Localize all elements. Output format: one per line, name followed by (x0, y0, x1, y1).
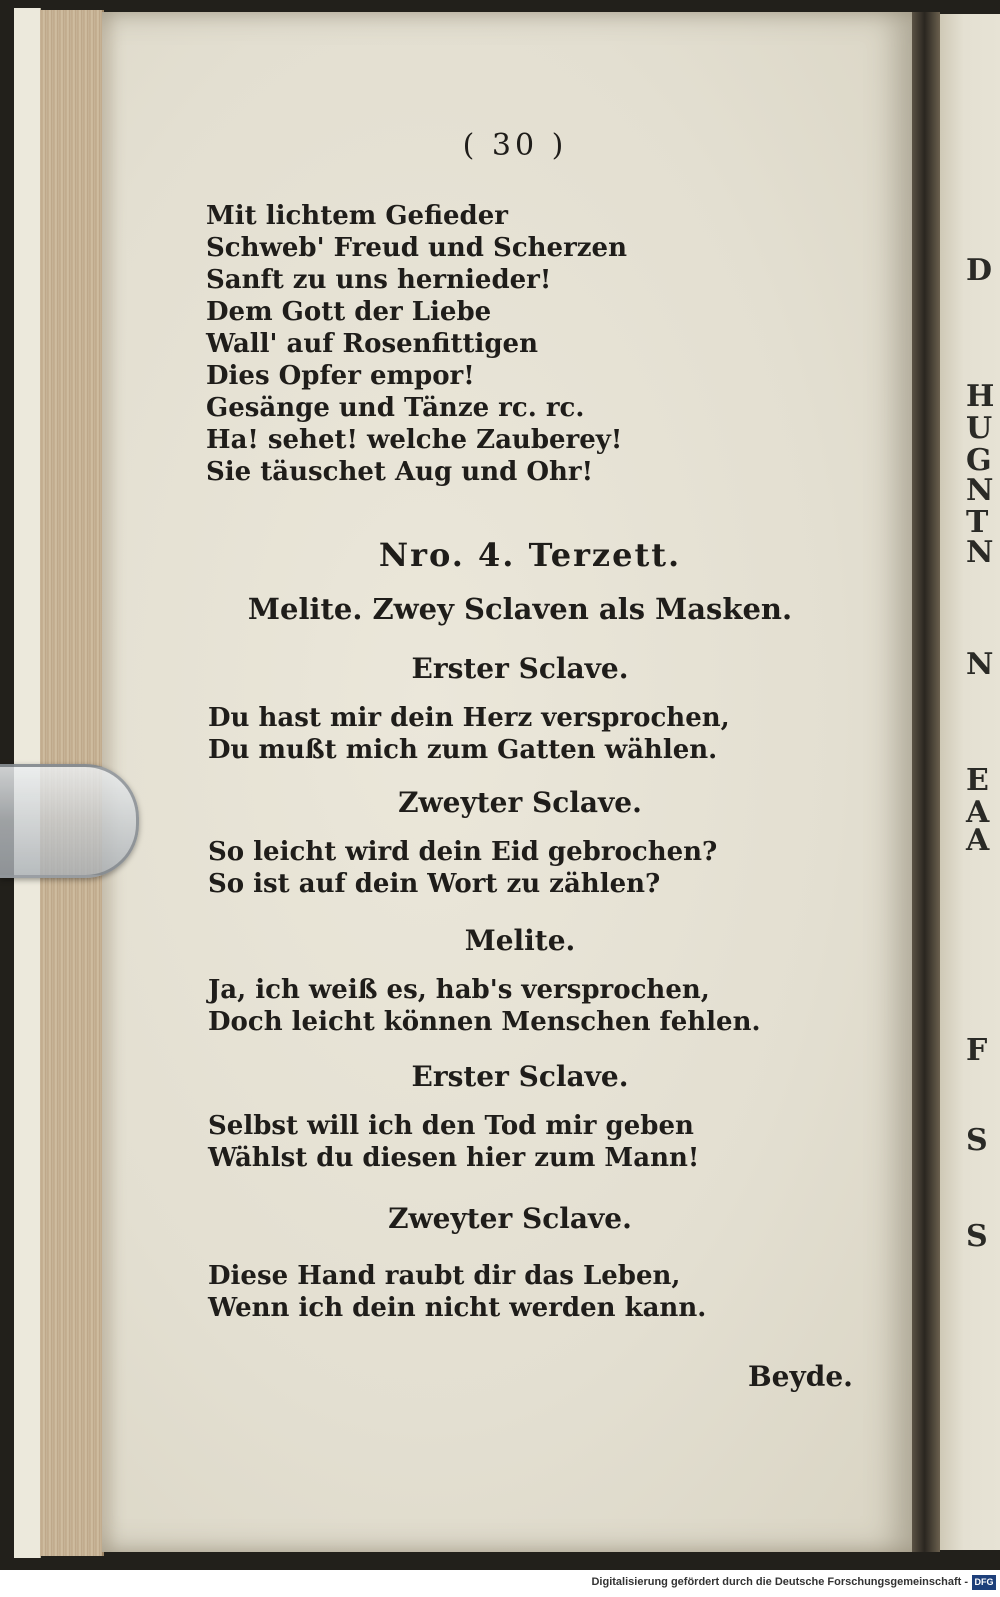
verse-line: So ist auf dein Wort zu zählen? (208, 869, 661, 899)
next-page-mark: A (966, 795, 990, 830)
next-page-mark: G (966, 443, 992, 478)
verse-line: Ha! sehet! welche Zauberey! (206, 425, 623, 455)
verse-line: Selbst will ich den Tod mir geben (208, 1111, 694, 1141)
verse-line: Wählst du diesen hier zum Mann! (208, 1143, 700, 1173)
verse-line: Wenn ich dein nicht werden kann. (208, 1293, 707, 1323)
verse-line: Du mußt mich zum Gatten wählen. (208, 735, 718, 765)
sung-lines (208, 1110, 699, 1174)
next-page-mark: F (966, 1033, 988, 1068)
next-page-mark: S (966, 1219, 988, 1254)
next-page-mark: U (966, 411, 993, 446)
verse-line: Doch leicht können Menschen fehlen. (208, 1007, 761, 1037)
next-page-mark: D (966, 253, 993, 288)
verse-line: Dem Gott der Liebe (206, 297, 492, 327)
verse-line: Schweb' Freud und Scherzen (206, 233, 628, 263)
verse-line: Du hast mir dein Herz versprochen, (208, 703, 730, 733)
next-page-mark: N (966, 647, 994, 682)
verse-line: Wall' auf Rosenfittigen (206, 329, 538, 359)
dfg-logo-icon: DFG (972, 1575, 996, 1590)
speaker-name: Erster Sclave. (411, 1060, 629, 1093)
speaker-name: Melite. (464, 924, 576, 957)
verse-line: Diese Hand raubt dir das Leben, (208, 1261, 681, 1291)
next-page-mark: A (966, 823, 990, 858)
verse-line: Sanft zu uns hernieder! (206, 265, 552, 295)
speaker-name: Erster Sclave. (411, 652, 629, 685)
page-clip (0, 764, 139, 878)
opening-verse (206, 200, 627, 488)
next-page-mark: H (966, 379, 995, 414)
sung-lines (208, 836, 717, 900)
sung-lines (208, 974, 761, 1038)
cast-list: Melite. Zwey Sclaven als Masken. (247, 592, 793, 626)
next-page-mark: E (966, 763, 989, 798)
speaker-name: Zweyter Sclave. (398, 786, 642, 819)
section-title: Nro. 4. Terzett. (378, 536, 682, 574)
next-page-mark: T (966, 505, 989, 540)
next-page-mark: S (966, 1123, 988, 1158)
verse-line: Sie täuschet Aug und Ohr! (206, 457, 593, 487)
next-page-mark: N (966, 473, 994, 508)
next-page-strip (940, 14, 1000, 1550)
catchword: Beyde. (748, 1360, 853, 1393)
verse-line: Ja, ich weiß es, hab's versprochen, (208, 975, 710, 1005)
book-gutter (912, 12, 940, 1552)
verse-line: Mit lichtem Gefieder (206, 201, 508, 231)
page-number: ( 30 ) (462, 128, 568, 163)
verse-line: So leicht wird dein Eid gebrochen? (208, 837, 718, 867)
sung-lines (208, 702, 730, 766)
next-page-mark: N (966, 535, 994, 570)
sung-lines (208, 1260, 706, 1324)
footer-bar (0, 1570, 1000, 1597)
footer-credit: Digitalisierung gefördert durch die Deutsche Forschungsgemeinschaft - (591, 1576, 968, 1588)
verse-line: Gesänge und Tänze rc. rc. (206, 393, 585, 423)
verse-line: Dies Opfer empor! (206, 361, 475, 391)
speaker-name: Zweyter Sclave. (388, 1202, 632, 1235)
